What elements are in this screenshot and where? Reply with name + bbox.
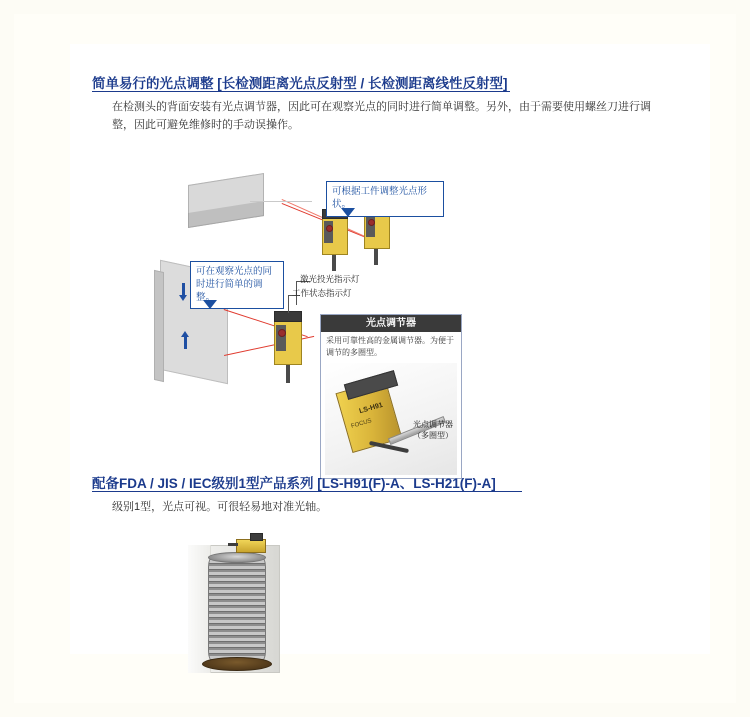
callout-observe-spot-text: 可在观察光点的同时进行简单的调整。 (196, 266, 273, 303)
coil-spring-top (208, 552, 266, 563)
adjuster-device-label: LS-H91 (358, 401, 384, 416)
section2-heading-underline (92, 491, 522, 492)
label-laser-emit-indicator: 激光投光指示灯 (300, 274, 360, 284)
spot-adjuster-caption-line2: （多圈型） (413, 431, 453, 441)
content-card (70, 44, 710, 654)
sensor-head-lower-cable (286, 365, 290, 383)
section1-heading-main: 简单易行的光点调整 (92, 76, 218, 91)
spot-adjuster-inset-text: 采用可靠性高的金属调节器。为便于调节的多圈型。 (326, 336, 454, 357)
section1-body: 在检测头的背面安装有光点调节器，因此可在观察光点的同时进行简单调整。另外，由于需要使用螺丝刀进行调整，因此可避免维修时的手动误操作。 (112, 101, 651, 132)
sensor-head-upper-1-cable (332, 255, 336, 271)
leader-operation-indicator (288, 295, 289, 313)
callout-spot-shape (326, 181, 444, 217)
label-operation-indicator: 工作状态指示灯 (292, 288, 352, 298)
adjuster-device-sublabel: FOCUS (350, 418, 373, 430)
workpiece-plate-edge (154, 270, 164, 382)
callout-spot-shape-tail (341, 208, 355, 217)
coil-spring-base (202, 657, 272, 671)
plate-marker-arrow-bottom (181, 331, 189, 337)
section1-heading (92, 72, 508, 92)
sensor-head-upper-2-cable (374, 249, 378, 265)
section2-illustration (150, 539, 410, 684)
section2-body: 级别1型，光点可视。可很轻易地对准光轴。 (112, 501, 328, 513)
spot-adjuster-caption-line1: 光点调节器 (413, 420, 453, 429)
section2-heading-main: 配备FDA / JIS / IEC级别1型产品系列 (92, 476, 318, 491)
section2-heading (92, 472, 496, 492)
plate-marker-bar-bottom (184, 337, 187, 349)
sensor-head-class1 (236, 539, 266, 553)
spot-adjuster-caption (413, 419, 453, 441)
callout-spot-shape-text: 可根据工件调整光点形状。 (332, 186, 428, 210)
plate-marker-bar-top (182, 283, 185, 295)
sensor-head-class1-cable (228, 543, 238, 546)
callout-spot-shape-connector (250, 201, 312, 202)
page-frame (14, 14, 736, 703)
sensor-head-lower-lens (278, 329, 286, 337)
section1-illustration (150, 159, 570, 479)
coil-spring (208, 557, 266, 661)
sensor-head-class1-lens-block (250, 533, 263, 541)
spot-adjuster-photo (325, 363, 457, 475)
spot-adjuster-inset (320, 314, 462, 479)
callout-observe-spot (190, 261, 284, 309)
spot-adjuster-inset-title: 光点调节器 (321, 315, 461, 332)
sensor-head-upper-2-lens (368, 219, 375, 226)
callout-observe-spot-tail (203, 300, 217, 309)
plate-marker-arrow-top (179, 295, 187, 301)
section1-heading-sub: [长检测距离光点反射型 / 长检测距离线性反射型] (217, 76, 508, 91)
sensor-head-upper-1-lens (326, 225, 333, 232)
section2-heading-sub: [LS-H91(F)-A、LS-H21(F)-A] (317, 476, 496, 491)
section1-heading-underline (92, 91, 510, 92)
